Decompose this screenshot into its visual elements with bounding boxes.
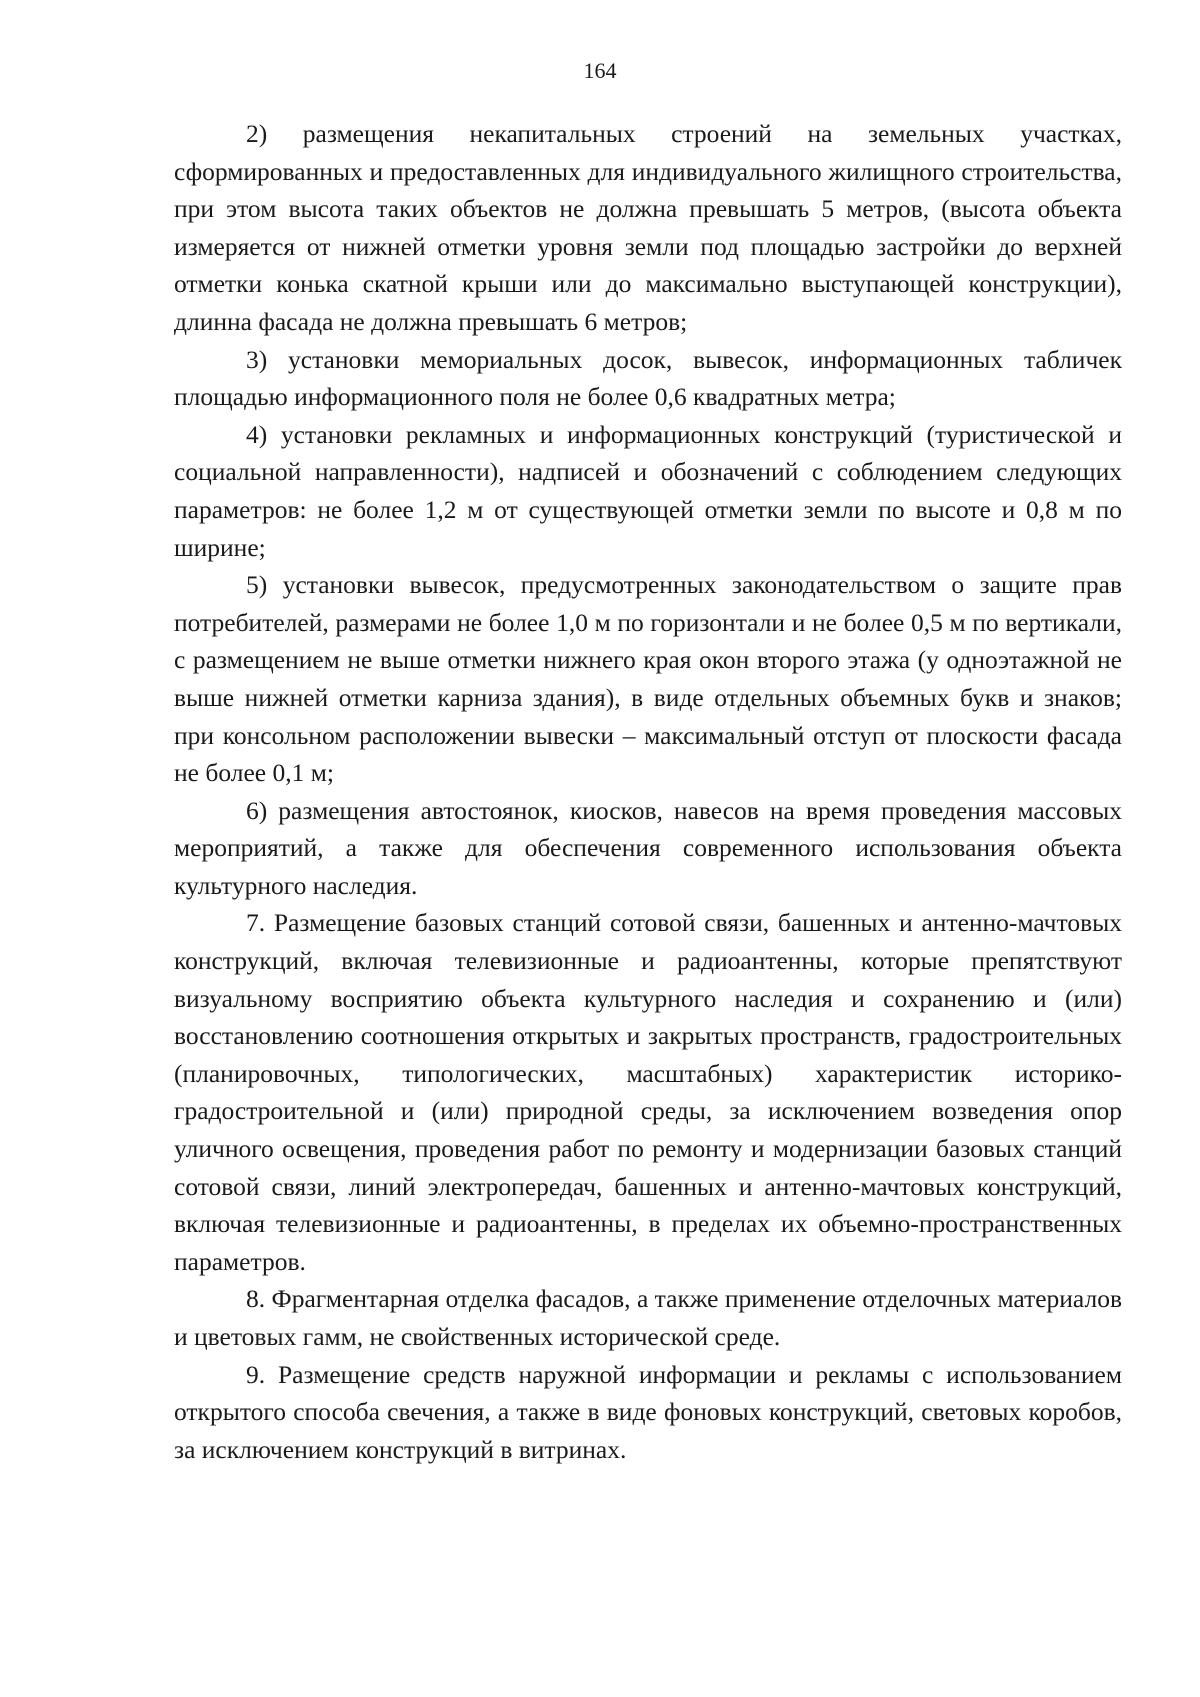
paragraph-item-4: 4) установки рекламных и информационных конструкций (туристической и социальной направленности), надписей и обозначений с соблюдением следующих параметров: не более 1,2 м от существующей отметки земли по высоте и 0,8 м по ширине; bbox=[174, 419, 1122, 562]
document-body bbox=[174, 115, 1122, 1468]
paragraph-clause-8: 8. Фрагментарная отделка фасадов, а также применение отделочных материалов и цветовых гамм, не свойственных исторической среде. bbox=[174, 1284, 1122, 1351]
paragraph-clause-9: 9. Размещение средств наружной информации и рекламы с использованием открытого способа свечения, а также в виде фоновых конструкций, световых коробов, за исключением конструкций в витринах. bbox=[174, 1359, 1122, 1464]
paragraph-clause-7: 7. Размещение базовых станций сотовой связи, башенных и антенно-мачтовых конструкций, включая телевизионные и радиоантенны, которые препятствуют визуальному восприятию объекта культурного наследия и сохранению и (или) восстановлению соотношения открытых и закрытых пространств, градостроительных (планировочных, типологических, масштабных) характеристик историко-градостроительной и (или) природной среды, за исключением возведения опор уличного освещения, проведения работ по ремонту и модернизации базовых станций сотовой связи, линий электропередач, башенных и антенно-мачтовых конструкций, включая телевизионные и радиоантенны, в пределах их объемно-пространственных параметров. bbox=[174, 908, 1122, 1276]
page-number: 164 bbox=[583, 58, 617, 83]
paragraph-item-5: 5) установки вывесок, предусмотренных законодательством о защите прав потребителей, размерами не более 1,0 м по горизонтали и не более 0,5 м по вертикали, с размещением не выше отметки нижнего края окон второго этажа (у одноэтажной не выше нижней отметки карниза здания), в виде отдельных объемных букв и знаков; при консольном расположении вывески – максимальный отступ от плоскости фасада не более 0,1 м; bbox=[174, 570, 1122, 788]
paragraph-item-6: 6) размещения автостоянок, киосков, навесов на время проведения массовых мероприятий, а также для обеспечения современного использования объекта культурного наследия. bbox=[174, 795, 1122, 900]
paragraph-item-2: 2) размещения некапитальных строений на земельных участках, сформированных и предоставленных для индивидуального жилищного строительства, при этом высота таких объектов не должна превышать 5 метров, (высота объекта измеряется от нижней отметки уровня земли под площадью застройки до верхней отметки конька скатной крыши или до максимально выступающей конструкции), длинна фасада не должна превышать 6 метров; bbox=[174, 119, 1122, 336]
paragraph-item-3: 3) установки мемориальных досок, вывесок, информационных табличек площадью информационного поля не более 0,6 квадратных метра; bbox=[174, 344, 1122, 412]
